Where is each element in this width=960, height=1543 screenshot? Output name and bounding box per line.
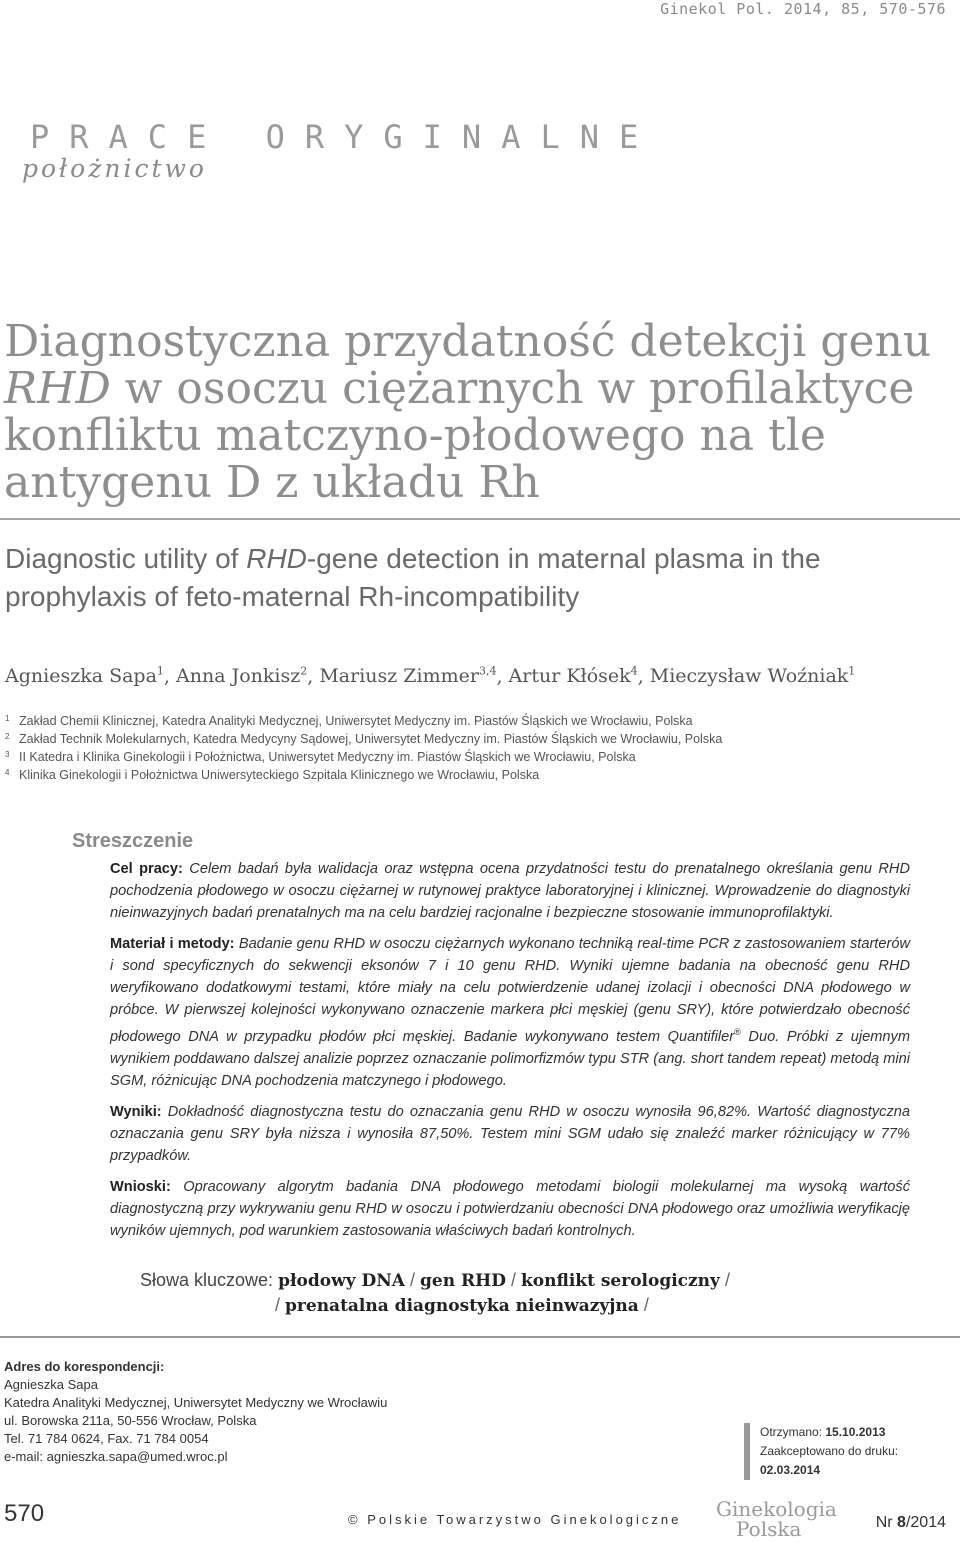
affiliation-item: 2 Zakład Technik Molekularnych, Katedra Medycyny Sądowej, Uniwersytet Medyczny im. Piastów Śląskich we Wrocławiu, Polska (5, 732, 723, 746)
accepted-date: Zaakceptowano do druku: 02.03.2014 (760, 1444, 899, 1477)
keywords: Słowa kluczowe: płodowy DNA / gen RHD / konflikt serologiczny / / prenatalna diagnostyka nieinwazyjna / (140, 1270, 730, 1316)
author: Mieczysław Woźniak$^1$ (649, 665, 856, 688)
keyword: gen RHD (420, 1271, 506, 1291)
correspondence-line: Katedra Analityki Medycznej, Uniwersytet Medyczny we Wrocławiu (4, 1395, 388, 1410)
section-subtitle: położnictwo (22, 154, 207, 183)
title-pl-part2: w osoczu ciężarnych w profilaktyce konfliktu matczyno-płodowego na tle antygenu D z układu Rh (4, 363, 915, 508)
author: Agnieszka Sapa$^1$ (5, 665, 164, 688)
affiliations (5, 712, 945, 784)
article-dates (744, 1423, 960, 1480)
keywords-label: Słowa kluczowe: (140, 1270, 274, 1290)
affiliation-item: 1 Zakład Chemii Klinicznej, Katedra Analityki Medycznej, Uniwersytet Medyczny im. Piastów Śląskich we Wrocławiu, Polska (5, 714, 693, 728)
keyword: płodowy DNA (278, 1271, 405, 1291)
correspondence-line: Tel. 71 784 0624, Fax. 71 784 0054 (4, 1431, 209, 1446)
author: Artur Kłósek$^4$ (508, 665, 638, 688)
title-english (5, 540, 945, 616)
correspondence-line: ul. Borowska 211a, 50-556 Wrocław, Polska (4, 1413, 257, 1428)
title-polish (4, 318, 954, 506)
journal-logo (714, 1498, 842, 1538)
abstract-conclusions: Wnioski: Opracowany algorytm badania DNA płodowego metodami biologii molekularnej ma wysoką wartość diagnostyczną przy wykrywaniu genu RHD w osoczu i potwierdzaniu obecności DNA płodowego oraz umożliwia weryfikację wyników ujemnych, pod warunkiem zastosowania właściwych badań kontrolnych. (110, 1178, 910, 1239)
correspondence-email[interactable]: e-mail: agnieszka.sapa@umed.wroc.pl (4, 1449, 228, 1464)
abstract-aim: Cel pracy: Celem badań była walidacja oraz wstępna ocena przydatności testu do prenatalnego określania genu RHD pochodzenia płodowego w osoczu ciężarnej w rutynowej praktyce laboratoryjnej i klinicznej. Wprowadzenie do diagnostyki nieinwazyjnych badań prenatalnych ma na celu bardziej racjonalne i bezpieczne stosowanie immunoprofilaktyki. (110, 861, 910, 921)
correspondence-heading: Adres do korespondencji: (4, 1359, 165, 1374)
logo-text-line1: Ginekologia (716, 1498, 837, 1521)
page-number: 570 (4, 1500, 45, 1527)
journal-reference: Ginekol Pol. 2014, 85, 570-576 (660, 0, 946, 18)
section-label: PRACE ORYGINALNE (30, 118, 659, 156)
abstract-results: Wyniki: Dokładność diagnostyczna testu do oznaczania genu RHD w osoczu wynosiła 96,82%. Wartość diagnostyczna oznaczania genu SRY była niższa i wynosiła 87,50%. Testem mini SGM udało się znaleźć marker różnicujący w 77% przypadków. (110, 1103, 910, 1164)
title-divider (0, 518, 960, 520)
title-en-part2: -gene detection in maternal plasma in the prophylaxis of feto-maternal Rh-incompatibility (5, 543, 821, 612)
author: Mariusz Zimmer$^{3,4}$ (319, 665, 497, 688)
keyword: prenatalna diagnostyka nieinwazyjna (285, 1296, 639, 1316)
logo-text-line2: Polska (736, 1517, 802, 1538)
issue-number: Nr 8/2014 (875, 1514, 946, 1531)
title-en-gene: RHD (246, 543, 307, 574)
keywords-divider (0, 1336, 960, 1338)
abstract-methods: Materiał i metody: Badanie genu RHD w osoczu ciężarnych wykonano techniką real-time PCR z zastosowaniem starterów i sond specyficznych do sekwencji eksonów 7 i 10 genu RHD. Wyniki ujemne badania na obecność genu RHD weryfikowano dodatkowymi testami, które miały na celu potwierdzenie udanej izolacji i obecności DNA płodowego w próbce. W pierwszej kolejności wykonywano oznaczenie markera płci męskiej (genu SRY), które potwierdzało obecność płodowego DNA w przypadku płodów płci męskiej. Badanie wykonywano testem Quantifiler® Duo. Próbki z ujemnym wynikiem poddawano dalszej analizie poprzez oznaczanie polimorfizmów typu STR (ang. short tandem repeat) metodą mini SGM, różnicując DNA pochodzenia matczynego i płodowego. (110, 936, 910, 1089)
author-list: Agnieszka Sapa$^1$, Anna Jonkisz$^2$, Mariusz Zimmer$^{3,4}$, Artur Kłósek$^4$, Mieczysław Woźniak$^1$ (5, 665, 856, 688)
affiliation-item: 3 II Katedra i Klinika Ginekologii i Położnictwa, Uniwersytet Medyczny im. Piastów Śląskich we Wrocławiu, Polska (5, 750, 636, 764)
correspondence-line: Agnieszka Sapa (4, 1377, 98, 1392)
abstract-heading: Streszczenie (72, 830, 194, 852)
abstract-body (110, 858, 910, 1251)
author: Anna Jonkisz$^2$ (176, 665, 308, 688)
title-pl-gene: RHD (4, 363, 111, 414)
title-pl-part1: Diagnostyczna przydatność detekcji genu (4, 316, 932, 367)
correspondence (4, 1358, 404, 1466)
received-date: Otrzymano: 15.10.2013 (760, 1425, 886, 1439)
title-en-part1: Diagnostic utility of (5, 543, 247, 574)
affiliation-item: 4 Klinika Ginekologii i Położnictwa Uniwersyteckiego Szpitala Klinicznego we Wrocławiu, Polska (5, 768, 540, 782)
keyword: konflikt serologiczny (521, 1271, 720, 1291)
copyright-notice: © Polskie Towarzystwo Ginekologiczne (348, 1512, 682, 1527)
